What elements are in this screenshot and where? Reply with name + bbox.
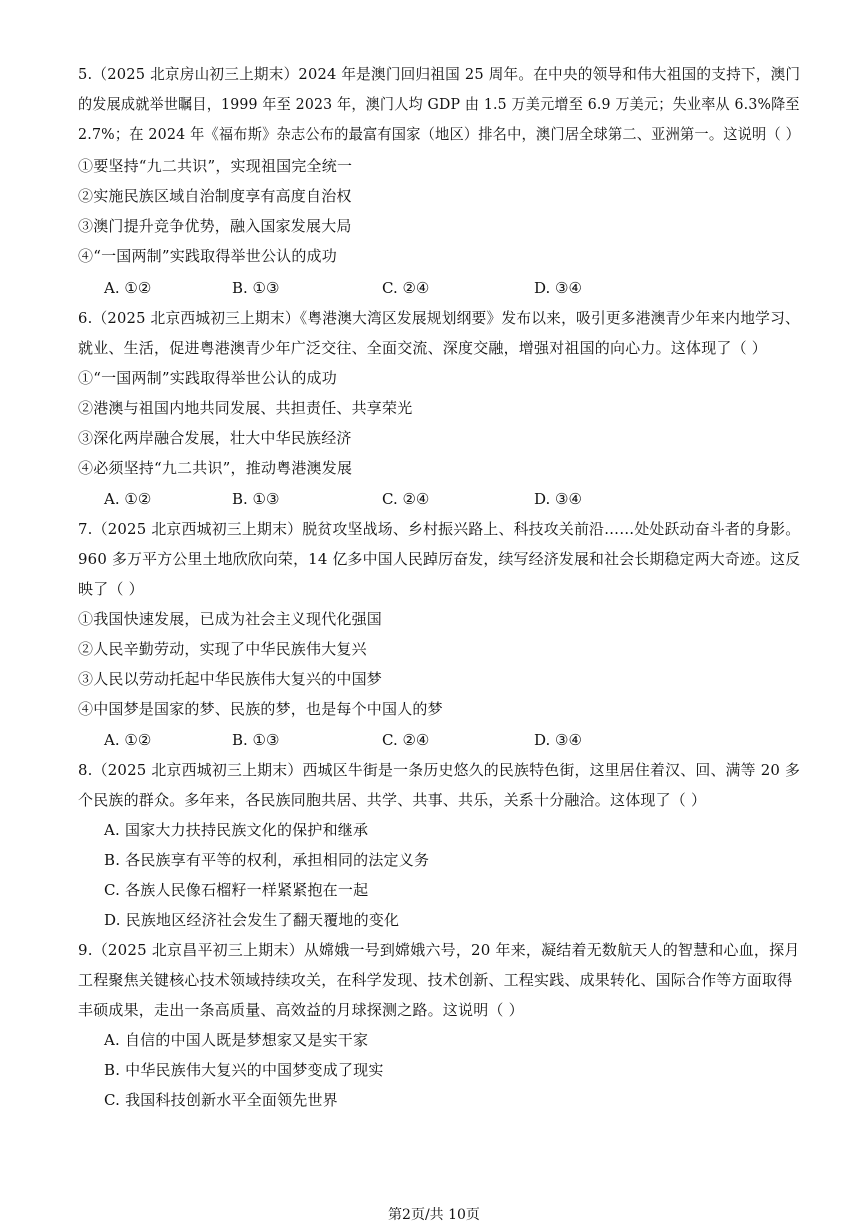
option-d: D. 民族地区经济社会发生了翻天覆地的变化	[104, 911, 400, 929]
option-c: C. ②④	[382, 490, 430, 508]
option-b: B. ①③	[232, 490, 280, 508]
option-a: A. ①②	[104, 490, 152, 508]
question-stem-line: 8.（2025 北京西城初三上期末）西城区牛街是一条历史悠久的民族特色街，这里居住着汉、回、满等 20 多	[78, 761, 801, 779]
question-stem-line: 工程聚焦关键核心技术领域持续攻关，在科学发现、技术创新、工程实践、成果转化、国际合作等方面取得	[78, 971, 793, 989]
statement-item: ①要坚持“九二共识”，实现祖国完全统一	[78, 157, 353, 175]
question-stem-line: 960 多万平方公里土地欣欣向荣，14 亿多中国人民踔厉奋发，续写经济发展和社会长期稳定两大奇迹。这反	[78, 550, 801, 568]
option-a: A. 国家大力扶持民族文化的保护和继承	[104, 821, 369, 839]
question-stem-line: 6.（2025 北京西城初三上期末）《粤港澳大湾区发展规划纲要》发布以来，吸引更多港澳青少年来内地学习、	[78, 309, 800, 327]
statement-item: ②人民辛勤劳动，实现了中华民族伟大复兴	[78, 640, 367, 658]
question-stem-line: 丰硕成果，走出一条高质量、高效益的月球探测之路。这说明（ ）	[78, 1001, 524, 1019]
option-a: A. 自信的中国人既是梦想家又是实干家	[104, 1031, 369, 1049]
statement-item: ③深化两岸融合发展，壮大中华民族经济	[78, 429, 352, 447]
statement-item: ③人民以劳动托起中华民族伟大复兴的中国梦	[78, 670, 383, 688]
statement-item: ①“一国两制”实践取得举世公认的成功	[78, 369, 337, 387]
question-stem-line: 5.（2025 北京房山初三上期末）2024 年是澳门回归祖国 25 周年。在中央的领导和伟大祖国的支持下，澳门	[78, 65, 801, 83]
statement-item: ②港澳与祖国内地共同发展、共担责任、共享荣光	[78, 399, 413, 417]
question-stem-line: 个民族的群众。多年来，各民族同胞共居、共学、共事、共乐，关系十分融洽。这体现了（ ）	[78, 791, 707, 809]
option-b: B. 各民族享有平等的权利，承担相同的法定义务	[104, 851, 430, 869]
option-d: D. ③④	[534, 279, 582, 297]
question-stem-line: 的发展成就举世瞩目，1999 年至 2023 年，澳门人均 GDP 由 1.5 万美元增至 6.9 万美元；失业率从 6.3%降至	[78, 95, 800, 113]
question-stem-line: 7.（2025 北京西城初三上期末）脱贫攻坚战场、乡村振兴路上、科技攻关前沿……处处跃动奋斗者的身影。	[78, 520, 801, 538]
statement-item: ①我国快速发展，已成为社会主义现代化强国	[78, 610, 383, 628]
question-stem-line: 9.（2025 北京昌平初三上期末）从嫦娥一号到嫦娥六号，20 年来，凝结着无数航天人的智慧和心血，探月	[78, 941, 800, 959]
question-stem-line: 映了（ ）	[78, 580, 144, 598]
option-a: A. ①②	[104, 279, 152, 297]
option-b: B. ①③	[232, 279, 280, 297]
page-number-footer: 第2页/共 10页	[388, 1207, 480, 1223]
option-d: D. ③④	[534, 490, 582, 508]
option-b: B. ①③	[232, 731, 280, 749]
statement-item: ④“一国两制”实践取得举世公认的成功	[78, 247, 337, 265]
option-c: C. 我国科技创新水平全面领先世界	[104, 1091, 338, 1109]
statement-item: ④必须坚持“九二共识”，推动粤港澳发展	[78, 459, 353, 477]
statement-item: ②实施民族区域自治制度享有高度自治权	[78, 187, 352, 205]
question-stem-line: 2.7%；在 2024 年《福布斯》杂志公布的最富有国家（地区）排名中，澳门居全球第二、亚洲第一。这说明（ ）	[78, 125, 800, 143]
option-b: B. 中华民族伟大复兴的中国梦变成了现实	[104, 1061, 384, 1079]
option-c: C. ②④	[382, 279, 430, 297]
question-stem-line: 就业、生活，促进粤港澳青少年广泛交往、全面交流、深度交融，增强对祖国的向心力。这体现了（ ）	[78, 339, 767, 357]
option-d: D. ③④	[534, 731, 582, 749]
option-a: A. ①②	[104, 731, 152, 749]
option-c: C. 各族人民像石榴籽一样紧紧抱在一起	[104, 881, 369, 899]
option-c: C. ②④	[382, 731, 430, 749]
statement-item: ④中国梦是国家的梦、民族的梦，也是每个中国人的梦	[78, 700, 443, 718]
statement-item: ③澳门提升竞争优势，融入国家发展大局	[78, 217, 352, 235]
